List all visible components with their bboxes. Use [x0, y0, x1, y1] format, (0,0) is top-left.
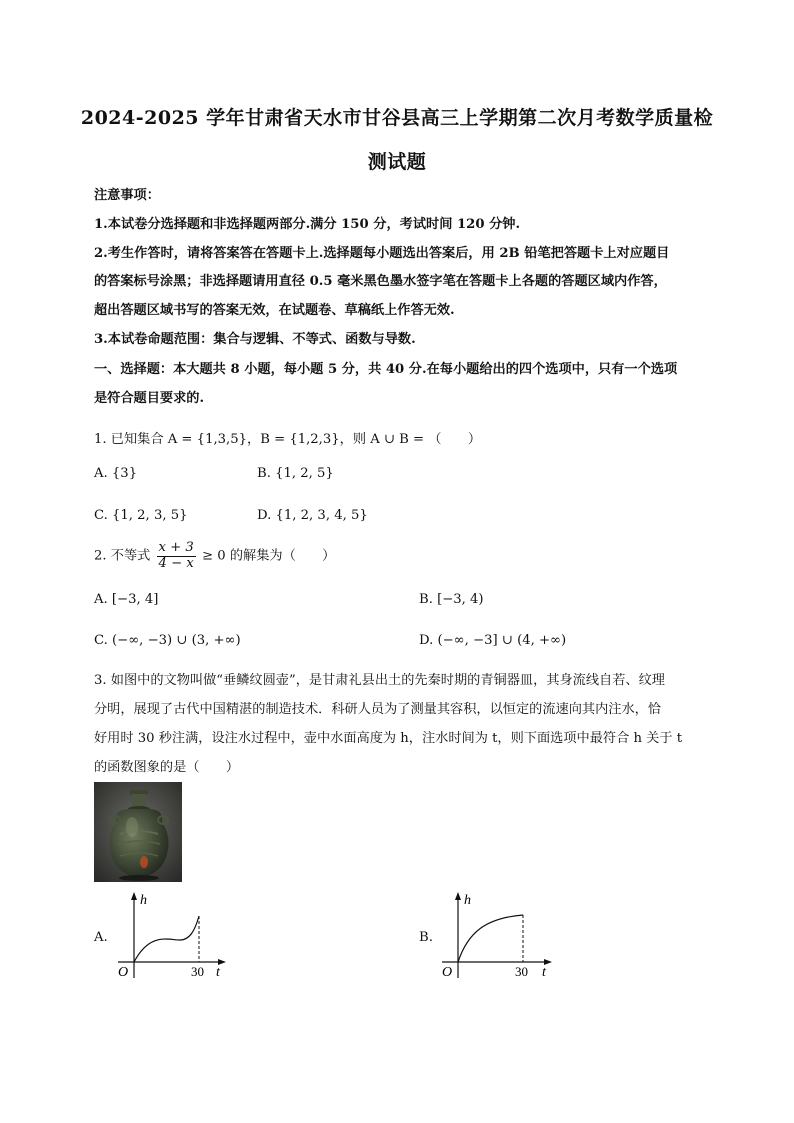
q2-option-b: B. [−3, 4): [419, 592, 484, 607]
q2-option-d: D. (−∞, −3] ∪ (4, +∞): [419, 633, 567, 648]
question-3-line: 分明，展现了古代中国精湛的制造技术．科研人员为了测量其容积，以恒定的流速向其内注水，恰: [94, 702, 662, 717]
graph-a-origin-label: O: [118, 965, 129, 980]
notice-heading: 注意事项：: [94, 188, 160, 203]
q1-option-c: C. {1, 2, 3, 5}: [94, 508, 188, 523]
q3-graph-b: [436, 890, 556, 982]
notice-item: 2.考生作答时，请将答案答在答题卡上.选择题每小题选出答案后，用 2B 铅笔把答题卡上对应题目: [94, 246, 670, 261]
q2-option-a: A. [−3, 4]: [94, 592, 159, 607]
q3-option-b-label: B.: [419, 930, 433, 945]
graph-b-origin-label: O: [442, 965, 453, 980]
graph-b-t-label: t: [542, 965, 546, 980]
q2-option-c: C. (−∞, −3) ∪ (3, +∞): [94, 633, 241, 648]
section-heading: 一、选择题：本大题共 8 小题，每小题 5 分，共 40 分.在每小题给出的四个选项中，只有一个选项: [94, 362, 678, 377]
graph-a-h-label: h: [140, 893, 147, 908]
question-2-stem: [94, 541, 335, 571]
q2-numerator: x + 3: [158, 540, 194, 555]
notice-item: 超出答题区域书写的答案无效，在试题卷、草稿纸上作答无效.: [94, 303, 455, 318]
q2-stem-suffix: ≥ 0 的解集为（ ）: [202, 548, 336, 564]
question-3-line: 好用时 30 秒注满，设注水过程中，壶中水面高度为 h，注水时间为 t，则下面选项中最符合 h 关于 t: [94, 731, 683, 746]
q1-option-d: D. {1, 2, 3, 4, 5}: [257, 508, 368, 523]
q3-option-a-label: A.: [94, 930, 108, 945]
graph-b-h-label: h: [464, 893, 471, 908]
q3-graph-a: [110, 890, 230, 982]
graph-a-t-label: t: [216, 965, 220, 980]
section-heading-cont: 是符合题目要求的.: [94, 391, 205, 406]
bronze-vessel-image: [94, 782, 182, 882]
q1-option-a: A. {3}: [94, 466, 138, 481]
notice-item: 的答案标号涂黑；非选择题请用直径 0.5 毫米黑色墨水签字笔在答题卡上各题的答题区域内作答，: [94, 274, 667, 289]
question-1-stem: 1. 已知集合 A = {1,3,5}，B = {1,2,3}，则 A ∪ B = （ ）: [94, 432, 482, 447]
page-title-line1: 2024-2025 学年甘肃省天水市甘谷县高三上学期第二次月考数学质量检: [80, 107, 714, 129]
notice-item: 3.本试卷命题范围：集合与逻辑、不等式、函数与导数.: [94, 332, 416, 347]
notice-item: 1.本试卷分选择题和非选择题两部分.满分 150 分，考试时间 120 分钟.: [94, 217, 521, 232]
page-title-line2: 测试题: [367, 151, 427, 173]
question-3-line: 3. 如图中的文物叫做“垂鳞纹圆壶”，是甘肃礼县出土的先秦时期的青铜器皿，其身流线自若、纹理: [94, 673, 665, 688]
q2-denominator: 4 − x: [158, 555, 194, 571]
q1-option-b: B. {1, 2, 5}: [257, 466, 334, 481]
q2-fraction: [157, 541, 196, 571]
q2-stem-prefix: 2. 不等式: [94, 548, 151, 564]
graph-b-30-label: 30: [515, 964, 528, 979]
question-3-line: 的函数图象的是（ ）: [94, 760, 240, 775]
graph-a-30-label: 30: [191, 964, 204, 979]
